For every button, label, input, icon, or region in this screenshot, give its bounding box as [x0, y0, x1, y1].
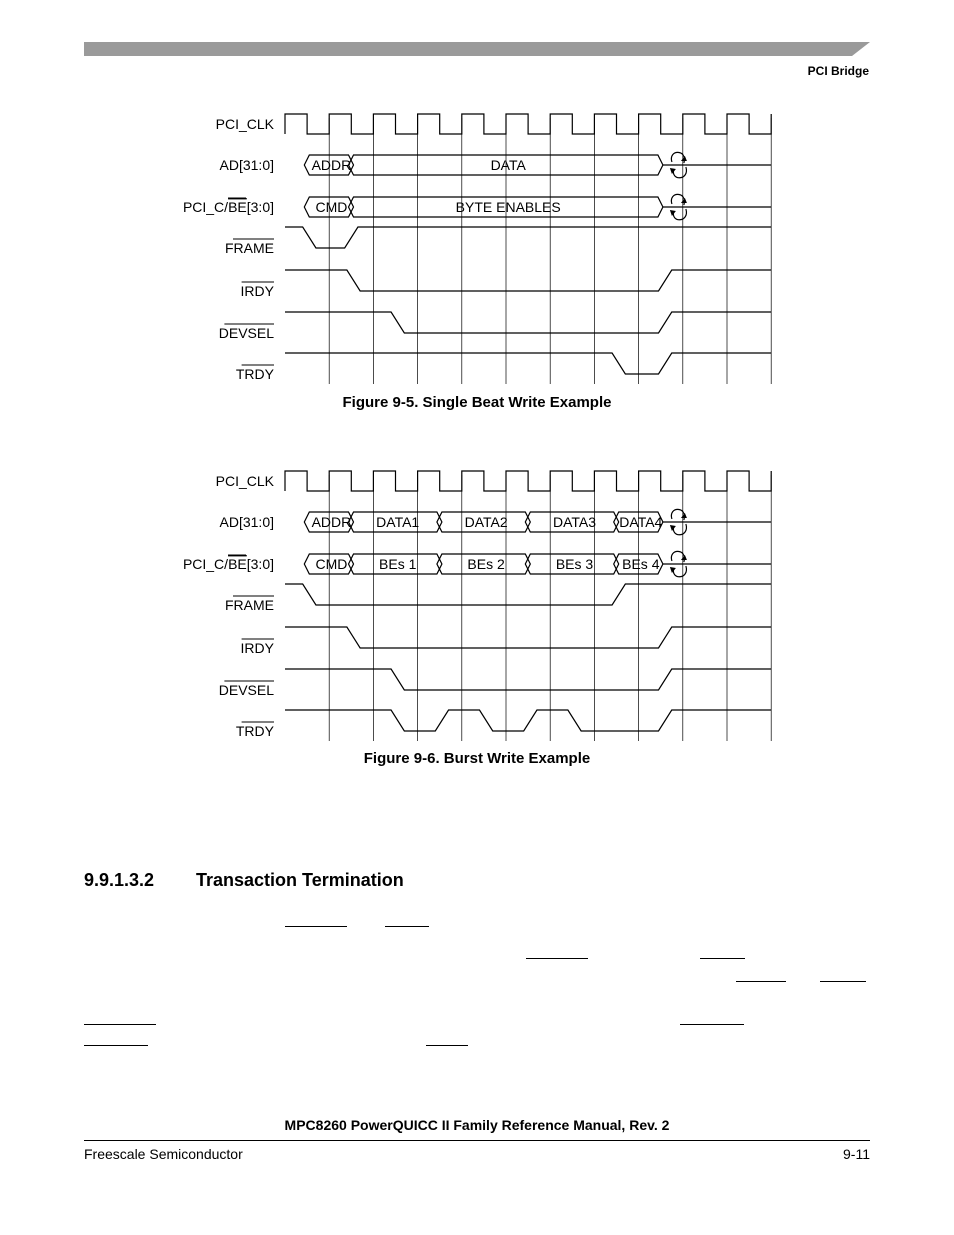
signal-label: TRDY	[235, 366, 274, 382]
signal-label: DEVSEL	[218, 682, 274, 698]
footer-company: Freescale Semiconductor	[84, 1146, 243, 1162]
overbar-mark	[680, 1024, 744, 1025]
figure-caption-single: Figure 9-5. Single Beat Write Example	[342, 394, 612, 411]
footer-divider	[84, 1140, 870, 1141]
frame-waveform	[285, 227, 771, 248]
overbar-mark	[426, 1045, 468, 1046]
signal-label: FRAME	[225, 240, 274, 256]
section-heading	[84, 870, 404, 891]
timing-diagram-single-beat	[0, 108, 954, 393]
signal-label: IRDY	[240, 283, 274, 299]
bus-label: DATA1	[376, 514, 420, 530]
footer-page-number: 9-11	[843, 1146, 870, 1162]
signal-label: AD[31:0]	[219, 157, 274, 173]
bus-label: DATA	[490, 157, 526, 173]
signal-label: IRDY	[240, 640, 274, 656]
bus-label: DATA3	[552, 514, 597, 530]
irdy-waveform	[285, 627, 771, 648]
overbar-mark	[385, 926, 429, 927]
bus-label: BEs 1	[379, 556, 417, 572]
turnaround-arrow	[673, 566, 686, 577]
turnaround-arrow	[673, 167, 686, 178]
trdy-waveform	[285, 710, 771, 731]
signal-label: TRDY	[235, 723, 274, 739]
overbar-mark	[526, 958, 588, 959]
bus-label: DATA2	[464, 514, 508, 530]
bus-label: ADDR	[311, 514, 352, 530]
overbar-mark	[700, 958, 745, 959]
clock-waveform	[285, 114, 771, 134]
signal-label: AD[31:0]	[219, 514, 274, 530]
overbar-mark	[84, 1045, 148, 1046]
bus-label: BEs 3	[555, 556, 594, 572]
bus-label: CMD	[315, 199, 348, 215]
figure-caption-burst: Figure 9-6. Burst Write Example	[363, 750, 591, 767]
signal-label: DEVSEL	[218, 325, 274, 341]
signal-label: PCI_C/BE[3:0]	[182, 199, 274, 215]
bus-label: BEs 2	[467, 556, 505, 572]
clock-waveform	[285, 471, 771, 491]
overbar-mark	[84, 1024, 156, 1025]
turnaround-arrow	[673, 209, 686, 220]
bus-label: ADDR	[311, 157, 352, 173]
running-header-section: PCI Bridge	[807, 64, 869, 78]
devsel-waveform	[285, 312, 771, 333]
overbar-mark	[285, 926, 347, 927]
header-bar	[0, 0, 954, 60]
devsel-waveform	[285, 669, 771, 690]
signal-label: PCI_CLK	[215, 473, 274, 489]
trdy-waveform	[285, 353, 771, 374]
overbar-mark	[736, 981, 786, 982]
irdy-waveform	[285, 270, 771, 291]
frame-waveform	[285, 584, 771, 605]
bus-label: CMD	[315, 556, 348, 572]
bus-label: BEs 4	[622, 556, 660, 572]
footer-manual-title: MPC8260 PowerQUICC II Family Reference Manual, Rev. 2	[284, 1117, 670, 1133]
signal-label: PCI_CLK	[215, 116, 274, 132]
bus-label: DATA4	[619, 514, 663, 530]
section-title: Transaction Termination	[196, 870, 404, 890]
section-number: 9.9.1.3.2	[84, 870, 155, 890]
turnaround-arrow	[673, 524, 686, 535]
overbar-mark	[820, 981, 866, 982]
signal-label: PCI_C/BE[3:0]	[182, 556, 274, 572]
bus-label: BYTE ENABLES	[455, 199, 561, 215]
signal-label: FRAME	[225, 597, 274, 613]
timing-diagram-burst	[0, 465, 954, 750]
